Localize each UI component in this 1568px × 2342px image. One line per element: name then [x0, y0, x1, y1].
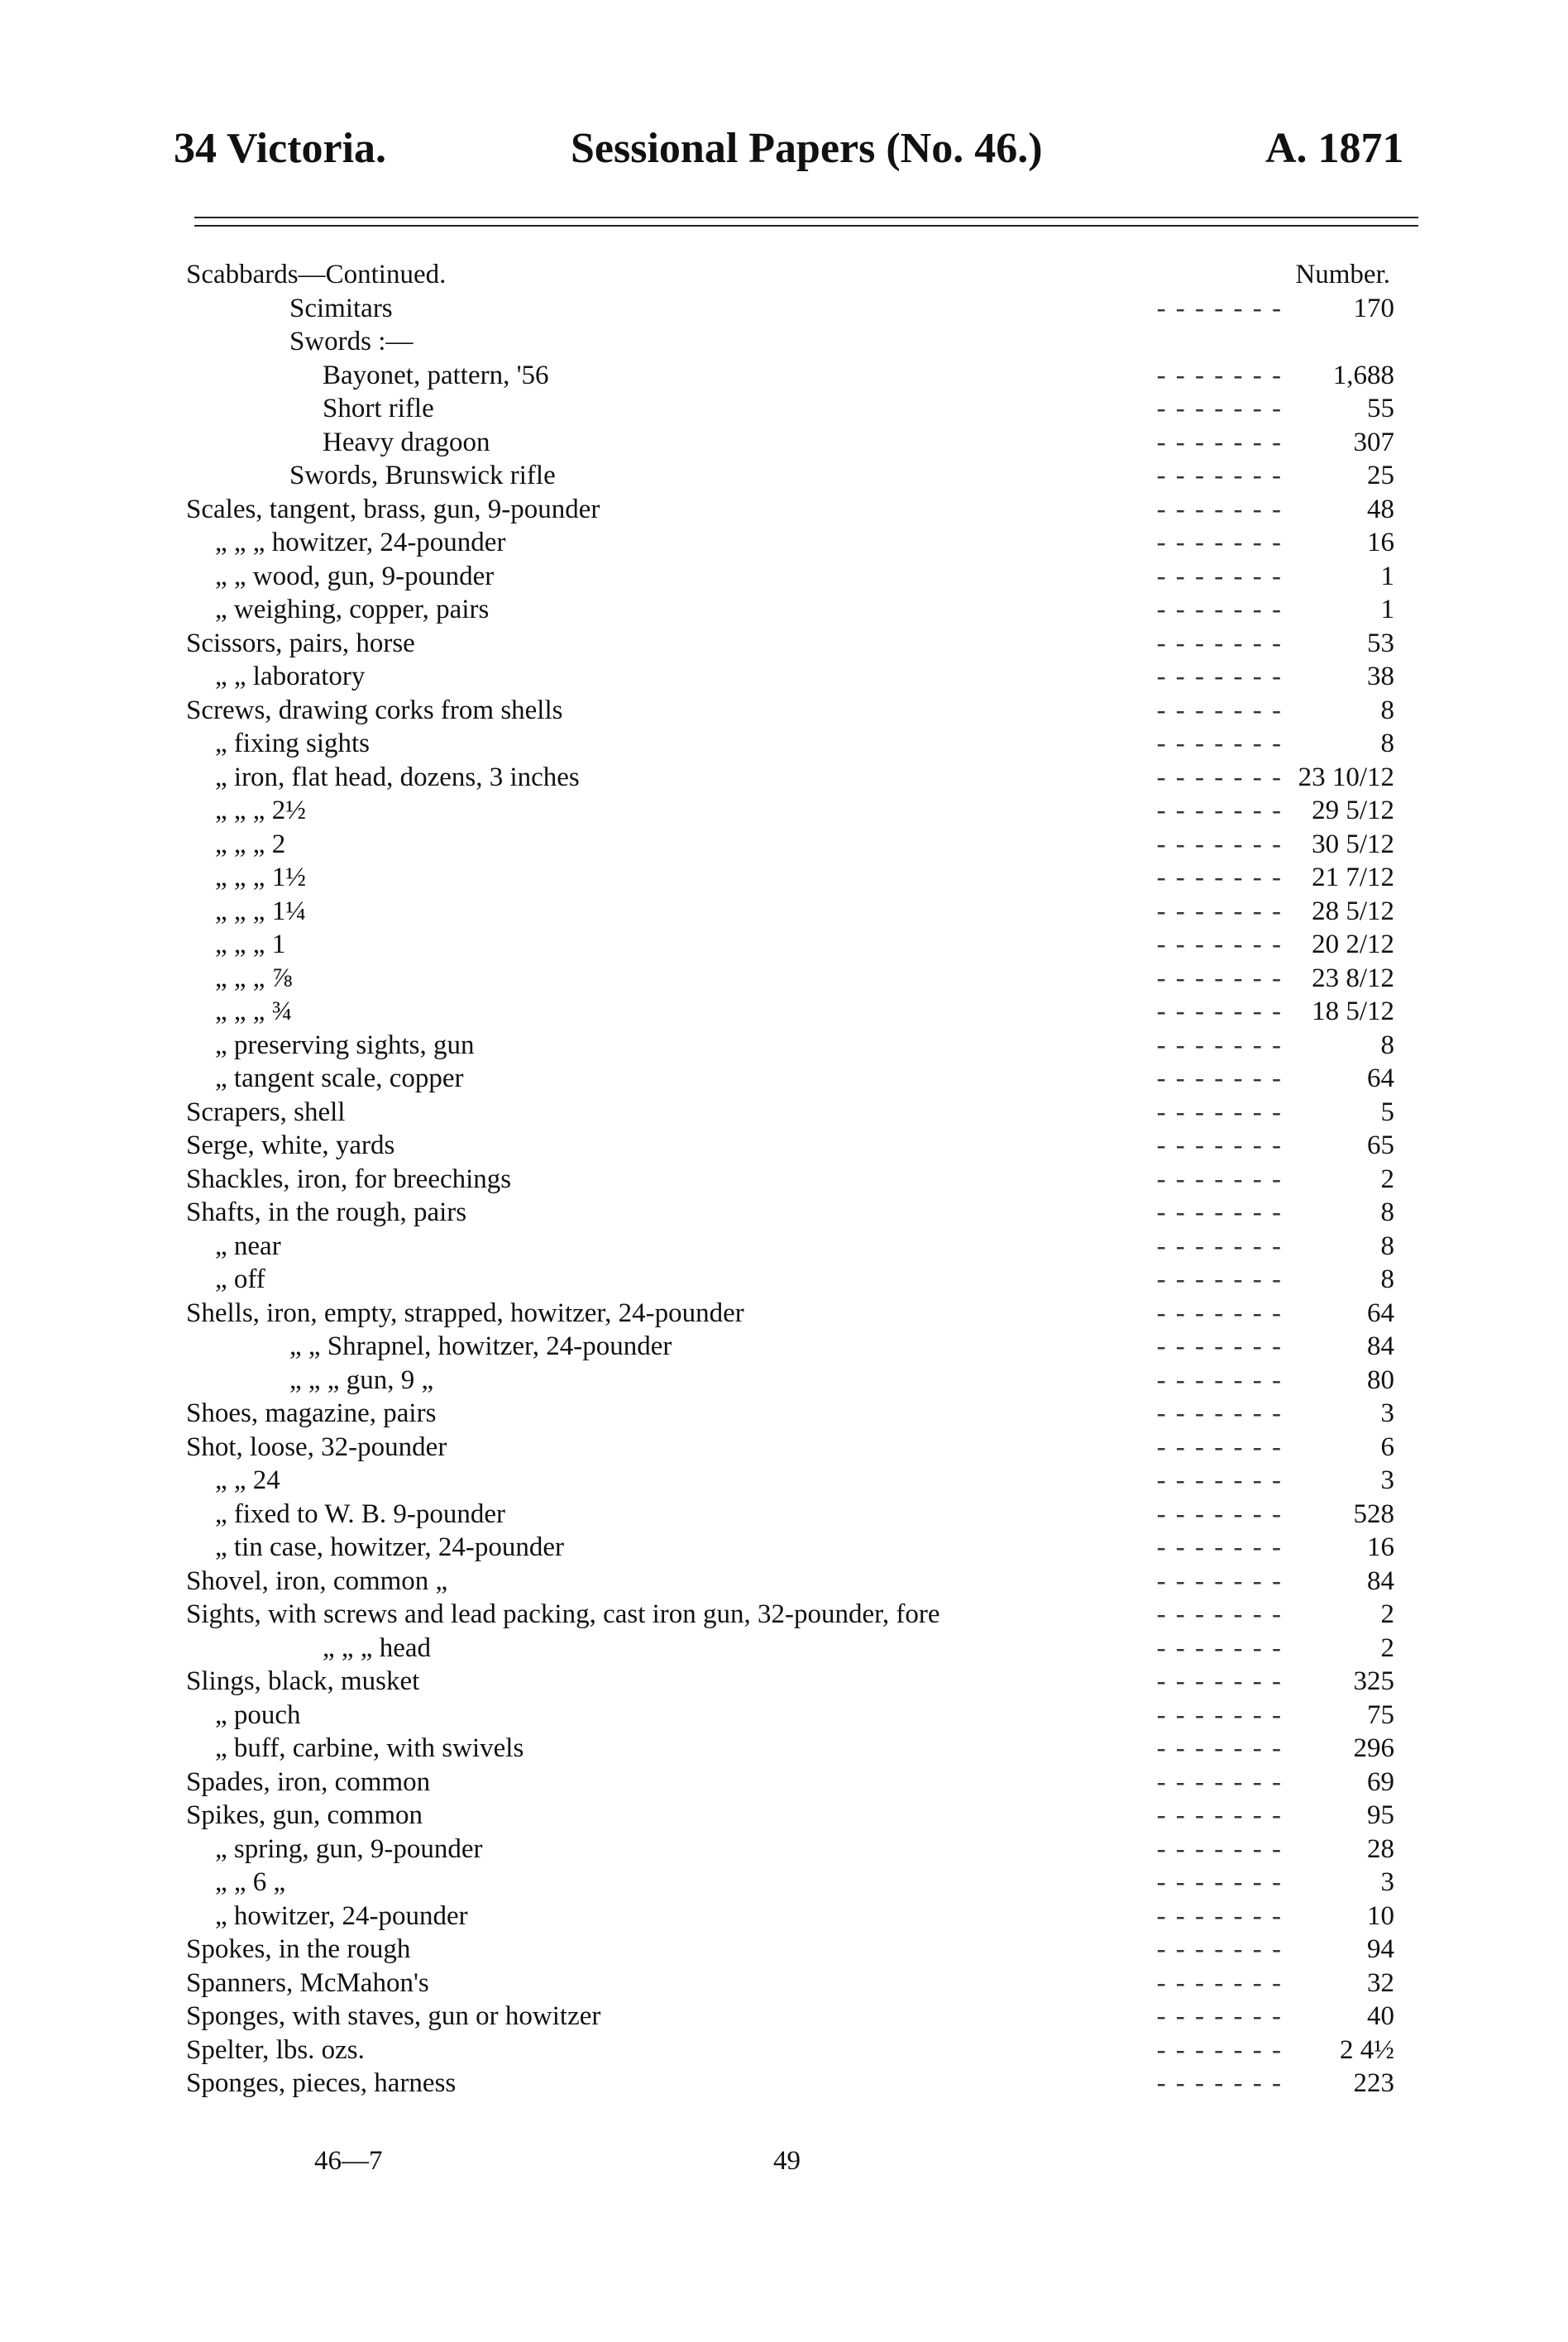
- item-label: „ „ „ 2: [215, 829, 286, 859]
- table-row: [0, 1967, 1568, 2000]
- header-left: 34 Victoria.: [174, 125, 387, 172]
- leader-dots: - - - - - - -: [1156, 1934, 1283, 1964]
- table-row: [0, 627, 1568, 661]
- table-row: [0, 1397, 1568, 1431]
- leader-dots: - - - - - - -: [1156, 863, 1283, 892]
- table-row: [0, 694, 1568, 728]
- table-row: [0, 1364, 1568, 1398]
- table-row: [0, 1933, 1568, 1967]
- leader-dots: - - - - - - -: [1156, 2068, 1283, 2098]
- item-number: 6: [1380, 1431, 1394, 1462]
- table-row: [0, 1766, 1568, 1800]
- leader-dots: - - - - - - -: [1156, 1097, 1283, 1127]
- item-number: 1,688: [1332, 360, 1394, 390]
- leader-dots: - - - - - - -: [1156, 662, 1283, 691]
- item-label: Scrapers, shell: [186, 1097, 346, 1127]
- item-number: 1: [1380, 595, 1394, 624]
- item-label: Slings, black, musket: [186, 1666, 420, 1696]
- item-label: „ „ „ ⅞: [215, 963, 293, 993]
- table-row: [0, 1196, 1568, 1230]
- item-number: 8: [1380, 1264, 1394, 1294]
- leader-dots: - - - - - - -: [1156, 394, 1283, 423]
- item-number: 64: [1367, 1063, 1394, 1093]
- item-label: „ „ „ gun, 9 „: [289, 1365, 434, 1395]
- table-row: [0, 1230, 1568, 1264]
- item-number: 2 4½: [1340, 2034, 1394, 2065]
- section-title-row: [0, 258, 1568, 292]
- item-label: „ „ „ 2½: [215, 796, 306, 825]
- item-label: „ „ „ ¾: [215, 997, 293, 1026]
- item-label: „ tin case, howitzer, 24-pounder: [215, 1532, 565, 1562]
- leader-dots: - - - - - - -: [1156, 1967, 1283, 1998]
- item-number: 94: [1367, 1934, 1394, 1964]
- table-row: [0, 526, 1568, 560]
- table-row: [0, 1029, 1568, 1063]
- leader-dots: - - - - - - -: [1156, 427, 1283, 457]
- table-row: [0, 560, 1568, 594]
- item-number: 2: [1380, 1632, 1394, 1663]
- item-number: 3: [1380, 1398, 1394, 1428]
- item-label: Scales, tangent, brass, gun, 9-pounder: [186, 494, 600, 524]
- item-number: 3: [1380, 1867, 1394, 1897]
- table-row: [0, 1665, 1568, 1699]
- table-row: [0, 928, 1568, 962]
- table-row: [0, 1598, 1568, 1632]
- item-label: Shafts, in the rough, pairs: [186, 1197, 467, 1227]
- leader-dots: - - - - - - -: [1156, 695, 1283, 725]
- leader-dots: - - - - - - -: [1156, 997, 1283, 1026]
- leader-dots: - - - - - - -: [1156, 2034, 1283, 2065]
- item-label: Shells, iron, empty, strapped, howitzer, 24-pounder: [186, 1298, 744, 1328]
- header-center: Sessional Papers (No. 46.): [571, 125, 1043, 172]
- item-number: 16: [1367, 1532, 1394, 1562]
- leader-dots: - - - - - - -: [1156, 1197, 1283, 1227]
- item-label: Spelter, lbs. ozs.: [186, 2034, 365, 2065]
- item-label: Shot, loose, 32-pounder: [186, 1431, 447, 1462]
- item-label: „ fixing sights: [215, 729, 370, 758]
- table-row: [0, 593, 1568, 627]
- leader-dots: - - - - - - -: [1156, 1365, 1283, 1395]
- leader-dots: - - - - - - -: [1156, 2001, 1283, 2031]
- item-number: 8: [1380, 729, 1394, 758]
- leader-dots: - - - - - - -: [1156, 1498, 1283, 1529]
- table-row: [0, 895, 1568, 929]
- leader-dots: - - - - - - -: [1156, 930, 1283, 959]
- page-header: [0, 124, 1568, 190]
- item-label: „ buff, carbine, with swivels: [215, 1733, 524, 1763]
- leader-dots: - - - - - - -: [1156, 293, 1283, 323]
- item-number: 65: [1367, 1130, 1394, 1160]
- item-number: 38: [1367, 662, 1394, 691]
- item-number: 84: [1367, 1565, 1394, 1596]
- item-label: Swords, Brunswick rifle: [289, 461, 556, 490]
- item-label: Spanners, McMahon's: [186, 1967, 429, 1998]
- leader-dots: - - - - - - -: [1156, 1063, 1283, 1093]
- item-label: „ tangent scale, copper: [215, 1063, 464, 1093]
- table-row: [0, 1866, 1568, 1900]
- table-row: [0, 1799, 1568, 1833]
- item-label: „ preserving sights, gun: [215, 1030, 475, 1060]
- item-label: „ „ „ 1: [215, 930, 286, 959]
- table-row: [0, 359, 1568, 393]
- item-number: 75: [1367, 1699, 1394, 1730]
- item-number: 30 5/12: [1312, 829, 1394, 859]
- table-row: [0, 962, 1568, 996]
- table-row: [0, 995, 1568, 1029]
- item-label: Spikes, gun, common: [186, 1800, 423, 1830]
- item-number: 29 5/12: [1312, 796, 1394, 825]
- table-row: [0, 2034, 1568, 2067]
- item-number: 16: [1367, 528, 1394, 557]
- leader-dots: - - - - - - -: [1156, 1565, 1283, 1596]
- item-label: Sponges, pieces, harness: [186, 2068, 457, 2098]
- item-number: 3: [1380, 1465, 1394, 1495]
- leader-dots: - - - - - - -: [1156, 1833, 1283, 1864]
- header-rule: [194, 217, 1418, 218]
- table-row: [0, 727, 1568, 761]
- leader-dots: - - - - - - -: [1156, 595, 1283, 624]
- item-label: „ „ „ 1¼: [215, 896, 306, 926]
- item-number: 23 8/12: [1312, 963, 1394, 993]
- footer-reference: 46—7: [314, 2146, 383, 2176]
- item-number: 8: [1380, 695, 1394, 725]
- item-number: 55: [1367, 394, 1394, 423]
- item-label: Scimitars: [289, 293, 393, 323]
- item-number: 10: [1367, 1900, 1394, 1931]
- header-rule-double: [194, 225, 1418, 227]
- table-row: [0, 325, 1568, 359]
- item-number: 21 7/12: [1312, 863, 1394, 892]
- leader-dots: - - - - - - -: [1156, 896, 1283, 926]
- item-label: Spokes, in the rough: [186, 1934, 411, 1964]
- item-label: „ off: [215, 1264, 265, 1294]
- item-label: „ „ „ head: [323, 1632, 431, 1663]
- table-row: [0, 426, 1568, 460]
- leader-dots: - - - - - - -: [1156, 1130, 1283, 1160]
- item-number: 69: [1367, 1766, 1394, 1797]
- item-number: 325: [1353, 1666, 1394, 1696]
- header-right: A. 1871: [1265, 125, 1404, 172]
- item-number: 32: [1367, 1967, 1394, 1998]
- item-number: 8: [1380, 1231, 1394, 1261]
- item-number: 28: [1367, 1833, 1394, 1864]
- leader-dots: - - - - - - -: [1156, 1766, 1283, 1797]
- table-row: [0, 1062, 1568, 1096]
- page-number: 49: [773, 2146, 801, 2176]
- table-row: [0, 1565, 1568, 1599]
- table-row: [0, 1129, 1568, 1163]
- leader-dots: - - - - - - -: [1156, 528, 1283, 557]
- leader-dots: - - - - - - -: [1156, 1599, 1283, 1629]
- item-label: Short rifle: [323, 394, 434, 423]
- table-row: [0, 1900, 1568, 1933]
- item-number: 25: [1367, 461, 1394, 490]
- item-number: 296: [1353, 1733, 1394, 1763]
- table-row: [0, 292, 1568, 326]
- item-number: 18 5/12: [1312, 997, 1394, 1026]
- item-label: „ „ laboratory: [215, 662, 366, 691]
- item-label: „ „ 6 „: [215, 1867, 286, 1897]
- item-number: 5: [1380, 1097, 1394, 1127]
- item-number: 2: [1380, 1599, 1394, 1629]
- item-number: 48: [1367, 494, 1394, 524]
- table-row: [0, 1263, 1568, 1297]
- table-row: [0, 392, 1568, 426]
- item-number: 40: [1367, 2001, 1394, 2031]
- table-row: [0, 1431, 1568, 1465]
- item-number: 20 2/12: [1312, 930, 1394, 959]
- item-label: Spades, iron, common: [186, 1766, 431, 1797]
- leader-dots: - - - - - - -: [1156, 561, 1283, 591]
- leader-dots: - - - - - - -: [1156, 1900, 1283, 1931]
- leader-dots: - - - - - - -: [1156, 1264, 1283, 1294]
- item-number: 170: [1353, 293, 1394, 323]
- leader-dots: - - - - - - -: [1156, 762, 1283, 792]
- leader-dots: - - - - - - -: [1156, 1532, 1283, 1562]
- leader-dots: - - - - - - -: [1156, 1431, 1283, 1462]
- table-row: [0, 2000, 1568, 2034]
- table-row: [0, 1699, 1568, 1733]
- item-label: „ spring, gun, 9-pounder: [215, 1833, 483, 1864]
- table-row: [0, 1330, 1568, 1364]
- inventory-list: [0, 258, 1568, 2101]
- item-label: „ iron, flat head, dozens, 3 inches: [215, 762, 580, 792]
- leader-dots: - - - - - - -: [1156, 829, 1283, 859]
- table-row: [0, 1297, 1568, 1331]
- item-number: 307: [1353, 427, 1394, 457]
- leader-dots: - - - - - - -: [1156, 1331, 1283, 1361]
- table-row: [0, 1498, 1568, 1532]
- item-number: 528: [1353, 1498, 1394, 1529]
- item-label: „ howitzer, 24-pounder: [215, 1900, 468, 1931]
- item-number: 8: [1380, 1030, 1394, 1060]
- leader-dots: - - - - - - -: [1156, 1733, 1283, 1763]
- item-label: „ „ Shrapnel, howitzer, 24-pounder: [289, 1331, 672, 1361]
- leader-dots: - - - - - - -: [1156, 1164, 1283, 1194]
- item-label: „ „ 24: [215, 1465, 280, 1495]
- leader-dots: - - - - - - -: [1156, 1666, 1283, 1696]
- table-row: [0, 1632, 1568, 1666]
- leader-dots: - - - - - - -: [1156, 729, 1283, 758]
- table-row: [0, 794, 1568, 828]
- item-number: 28 5/12: [1312, 896, 1394, 926]
- item-label: „ near: [215, 1231, 281, 1261]
- table-row: [0, 828, 1568, 862]
- item-label: Shackles, iron, for breechings: [186, 1164, 512, 1194]
- leader-dots: - - - - - - -: [1156, 1298, 1283, 1328]
- leader-dots: - - - - - - -: [1156, 1867, 1283, 1897]
- table-row: [0, 1732, 1568, 1766]
- item-label: „ fixed to W. B. 9-pounder: [215, 1498, 506, 1529]
- item-number: 84: [1367, 1331, 1394, 1361]
- item-label: „ pouch: [215, 1699, 301, 1730]
- number-column-header: Number.: [1295, 260, 1390, 289]
- item-number: 1: [1380, 561, 1394, 591]
- item-number: 23 10/12: [1298, 762, 1394, 792]
- section-title: Scabbards—Continued.: [186, 260, 447, 289]
- leader-dots: - - - - - - -: [1156, 1231, 1283, 1261]
- leader-dots: - - - - - - -: [1156, 1699, 1283, 1730]
- leader-dots: - - - - - - -: [1156, 494, 1283, 524]
- table-row: [0, 2067, 1568, 2101]
- leader-dots: - - - - - - -: [1156, 796, 1283, 825]
- item-label: „ „ wood, gun, 9-pounder: [215, 561, 495, 591]
- item-number: 8: [1380, 1197, 1394, 1227]
- leader-dots: - - - - - - -: [1156, 1632, 1283, 1663]
- table-row: [0, 861, 1568, 895]
- item-label: „ „ „ 1½: [215, 863, 306, 892]
- leader-dots: - - - - - - -: [1156, 1465, 1283, 1495]
- item-number: 53: [1367, 628, 1394, 658]
- item-label: Sights, with screws and lead packing, cast iron gun, 32-pounder, fore: [186, 1599, 940, 1629]
- item-label: „ „ „ howitzer, 24-pounder: [215, 528, 506, 557]
- item-label: Shovel, iron, common „: [186, 1565, 448, 1596]
- table-row: [0, 1833, 1568, 1866]
- leader-dots: - - - - - - -: [1156, 1398, 1283, 1428]
- leader-dots: - - - - - - -: [1156, 963, 1283, 993]
- table-row: [0, 761, 1568, 795]
- table-row: [0, 1531, 1568, 1565]
- item-label: Sponges, with staves, gun or howitzer: [186, 2001, 601, 2031]
- table-row: [0, 660, 1568, 694]
- leader-dots: - - - - - - -: [1156, 360, 1283, 390]
- table-row: [0, 459, 1568, 493]
- item-label: „ weighing, copper, pairs: [215, 595, 490, 624]
- table-row: [0, 1163, 1568, 1197]
- item-label: Scissors, pairs, horse: [186, 628, 415, 658]
- table-row: [0, 1464, 1568, 1498]
- item-label: Screws, drawing corks from shells: [186, 695, 563, 725]
- item-number: 95: [1367, 1800, 1394, 1830]
- leader-dots: - - - - - - -: [1156, 461, 1283, 490]
- item-number: 80: [1367, 1365, 1394, 1395]
- item-number: 2: [1380, 1164, 1394, 1194]
- item-label: Heavy dragoon: [323, 427, 490, 457]
- item-label: Swords :—: [289, 327, 414, 356]
- leader-dots: - - - - - - -: [1156, 1030, 1283, 1060]
- item-number: 223: [1353, 2068, 1394, 2098]
- item-label: Bayonet, pattern, '56: [323, 360, 549, 390]
- item-number: 64: [1367, 1298, 1394, 1328]
- item-label: Shoes, magazine, pairs: [186, 1398, 437, 1428]
- leader-dots: - - - - - - -: [1156, 1800, 1283, 1830]
- item-label: Serge, white, yards: [186, 1130, 395, 1160]
- table-row: [0, 493, 1568, 527]
- table-row: [0, 1096, 1568, 1130]
- leader-dots: - - - - - - -: [1156, 628, 1283, 658]
